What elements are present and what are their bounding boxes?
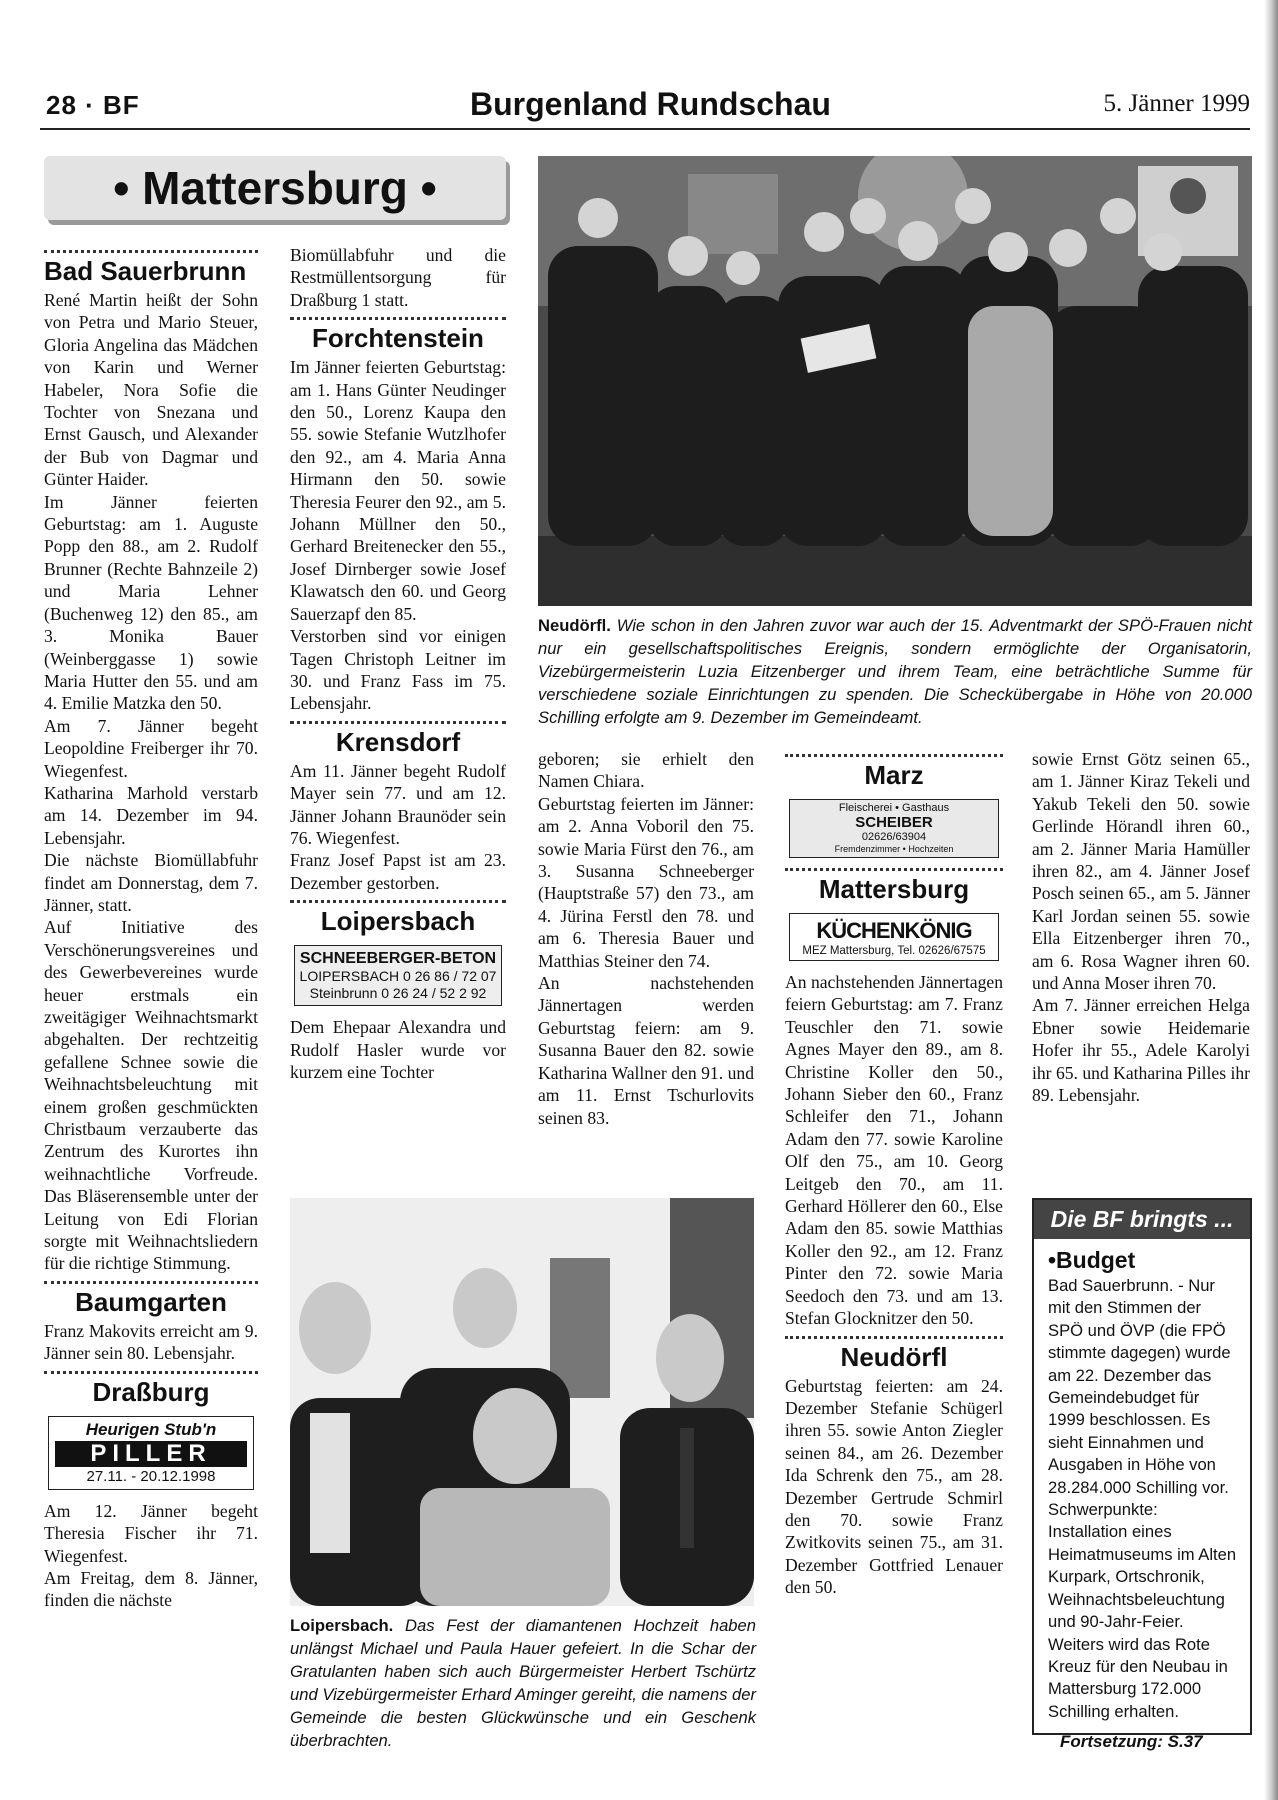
heading-drassburg: Draßburg (92, 1376, 210, 1407)
ad-line: LOIPERSBACH 0 26 86 / 72 07 (299, 968, 497, 985)
divider (290, 317, 506, 320)
caption-place: Neudörfl. (538, 616, 611, 635)
divider (44, 1371, 258, 1374)
heading-mattersburg: Mattersburg (818, 874, 970, 904)
column-4 (785, 748, 1003, 1599)
column-3 (538, 748, 754, 1129)
column-5 (1032, 748, 1250, 1107)
section-banner-label: • Mattersburg • (113, 162, 437, 214)
photo-loipersbach-jubilee (290, 1198, 754, 1606)
heading-neudoerfl: Neudörfl (840, 1341, 948, 1372)
heading-loipersbach: Loipersbach (320, 906, 476, 937)
article-paragraph: geboren; sie erhielt den Namen Chiara. (538, 749, 754, 792)
ad-line: Fleischerei • Gasthaus (838, 802, 950, 814)
ad-line: Heurigen Stub'n (85, 1419, 217, 1439)
photo-neudoerfl-group (538, 156, 1252, 606)
article-paragraph: Biomüllabfuhr und die Restmüllentsorgung für Draßburg 1 statt. (290, 245, 506, 310)
heading-marz: Marz (864, 760, 924, 790)
header-rule (40, 128, 1250, 130)
section-banner (44, 156, 506, 220)
caption-text: Wie schon in den Jahren zuvor war auch der 15. Adventmarkt der SPÖ-Frauen nicht nur ein gesellschaftspolitisches Ereignis, sondern ermöglichte der Organisatorin, Vizebürgermeisterin Luzia Eitzenberger und ihrem Team, eine beträchtliche Summe für verschiedene soziale Einrichtungen zu spenden. Die Scheckübergabe in Höhe von 20.000 Schilling erfolgte am 9. Dezember im Gemeindeamt. (538, 616, 1252, 727)
heading-krensdorf: Krensdorf (335, 726, 461, 757)
divider (290, 900, 506, 903)
heading-baumgarten: Baumgarten (75, 1286, 227, 1317)
heading-forchtenstein: Forchtenstein (312, 323, 484, 354)
article-paragraph: Am 12. Jänner begeht Theresia Fischer ihr 71. Wiegenfest. (44, 1500, 258, 1566)
article-paragraph: Geburtstag feierten im Jänner: am 2. Anna Voboril den 75. sowie Maria Fürst den 76., am 3. Susanna Schneeberger (Hauptstraße 57) den 73., am 4. Jürina Ferstl den 78. und am 6. Theresia Bauer und Matthias Steiner den 74. (538, 793, 754, 971)
article-paragraph: Dem Ehepaar Alexandra und Rudolf Hasler wurde vor kurzem eine Tochter (290, 1017, 506, 1082)
article-paragraph: Geburtstag feierten: am 24. Dezember Stefanie Schügerl ihren 55. sowie Anton Ziegler seinen 84., am 26. Dezember Ida Schrenk den 75., am 28. Dezember Gertrude Schmirl den 70. sowie Franz Zwitkovits seinen 75., am 31. Dezember Gottfried Lenauer den 50. (785, 1375, 1003, 1598)
issue-date: 5. Jänner 1999 (1103, 90, 1250, 117)
article-paragraph: Im Jänner feierten Geburtstag: am 1. Auguste Popp den 88., am 2. Rudolf Brunner (Rechte Bahnzeile 2) und Maria Lehner (Buchenweg 12) den 85., am 3. Monika Bauer (Weinberggasse 1) sowie Maria Hutter den 55. und am 4. Emilie Matzka den 50. (44, 491, 258, 714)
article-paragraph: Franz Makovits erreicht am 9. Jänner sein 80. Lebensjahr. (44, 1320, 258, 1364)
caption-place: Loipersbach. (290, 1616, 394, 1635)
ad-schneeberger-beton (294, 945, 502, 1006)
ad-line: 02626/63904 (861, 831, 927, 843)
article-paragraph: Franz Josef Papst ist am 23. Dezember gestorben. (290, 850, 506, 893)
article-paragraph: Katharina Marhold verstarb am 14. Dezember im 94. Lebensjahr. (44, 782, 258, 848)
article-paragraph: sowie Ernst Götz seinen 65., am 1. Jänner Kiraz Tekeli und Yakub Tekeli den 50. sowie Gerlinde Hörandl ihren 60., am 2. Jänner Maria Hamüller ihren 82., am 4. Jänner Josef Posch seinen 65., am 5. Jänner Karl Jordan seinen 55. sowie Ella Eitzenberger ihren 70., am 6. Rosa Wagner ihren 60. und Anna Moser ihren 70. (1032, 749, 1250, 994)
photo-loipersbach-image (290, 1198, 754, 1606)
heading-bad-sauerbrunn: Bad Sauerbrunn (44, 256, 247, 286)
divider (44, 250, 258, 253)
caption-loipersbach (290, 1614, 756, 1752)
divider (785, 754, 1003, 757)
column-2 (290, 244, 506, 1083)
continued-note: Fortsetzung: S.37 (1060, 1732, 1203, 1751)
divider (44, 1281, 258, 1284)
article-paragraph: An nachstehenden Jännertagen werden Geburtstag feiern: am 9. Susanna Bauer den 82. sowie Katharina Wallner den 91. und am 11. Ernst Tschurlovits seinen 83. (538, 973, 754, 1128)
divider (290, 721, 506, 724)
ad-line: Fremdenzimmer • Hochzeiten (834, 844, 954, 854)
article-paragraph: Am 11. Jänner begeht Rudolf Mayer sein 77. und am 12. Jänner Johann Braunöder sein 76. Wiegenfest. (290, 760, 506, 848)
page-edge (1264, 0, 1278, 1800)
article-paragraph: An nachstehenden Jännertagen feiern Geburtstag: am 7. Franz Teuschler den 71. sowie Agnes Mayer den 89., am 8. Christine Koller den 50., Johann Sieber den 60., Franz Schleifer den 71., Johann Adam den 77. sowie Karoline Olf den 75., am 10. Georg Leitgeb den 70., am 11. Gerhard Höllerer den 60., Else Adam den 85. sowie Matthias Koller den 92., am 12. Franz Pinter den 72. sowie Maria Seedoch den 73. und am 13. Stefan Glocknitzer den 50. (785, 972, 1003, 1329)
divider (785, 1336, 1003, 1339)
ad-line: 27.11. - 20.12.1998 (86, 1467, 216, 1485)
ad-brand: PILLER (55, 1441, 247, 1467)
ad-kuechenkoenig (789, 913, 999, 961)
divider (785, 868, 1003, 871)
ad-brand: SCHNEEBERGER-BETON (299, 950, 497, 968)
article-paragraph: Verstorben sind vor einigen Tagen Christoph Leitner im 30. und Franz Fass im 75. Lebensjahr. (290, 626, 506, 714)
article-paragraph: Im Jänner feierten Geburtstag: am 1. Hans Günter Neudinger den 50., Lorenz Kaupa den 55. sowie Stefanie Wutzlhofer den 92., am 4. Maria Anna Hirmann den 50. sowie Theresia Feurer den 92., am 5. Johann Müllner den 50., Gerhard Breitenecker den 55., Josef Dirnberger sowie Josef Klawatsch den 60. und Georg Sauerzapf den 85. (290, 357, 506, 624)
article-paragraph: Am 7. Jänner begeht Leopoldine Freiberger ihr 70. Wiegenfest. (44, 715, 258, 781)
ad-line: Steinbrunn 0 26 24 / 52 2 92 (309, 985, 487, 1002)
publication-title: Burgenland Rundschau (470, 86, 831, 122)
photo-neudoerfl-image (538, 156, 1252, 606)
bf-bringts-text: Bad Sauerbrunn. - Nur mit den Stimmen der SPÖ und ÖVP (die FPÖ stimmte dagegen) wurde am 22. Dezember das Gemeindebudget für 1999 beschlossen. Es sieht Einnahmen und Ausgaben in Höhe von 28.284.000 Schilling vor. Schwerpunkte: Installation eines Heimatmuseums im Alten Kurpark, Ortschronik, Weihnachtsbeleuchtung und 90-Jahr-Feier. Weiters wird das Rote Kreuz für den Neubau in Mattersburg 172.000 Schilling erhalten. (1048, 1276, 1237, 1721)
ad-line: MEZ Mattersburg, Tel. 02626/67575 (802, 945, 986, 957)
bf-bringts-heading: •Budget (1048, 1247, 1136, 1273)
bf-bringts-box (1032, 1198, 1252, 1735)
article-paragraph: Die nächste Biomüllabfuhr findet am Donnerstag, dem 7. Jänner, statt. (44, 850, 258, 915)
article-paragraph: Am 7. Jänner erreichen Helga Ebner sowie Heidemarie Hofer ihr 55., Adele Karolyi ihr 65. und Katharina Pilles ihr 89. Lebensjahr. (1032, 995, 1250, 1106)
caption-neudoerfl (538, 614, 1252, 729)
article-paragraph: Auf Initiative des Verschönerungsvereines und des Gewerbevereines wurde heuer erstmals ein zweitägiger Weihnachtsmarkt abgehalten. Der rechtzeitig gefallene Schnee sowie die Weihnachtsbeleuchtung mit einem großen geschmückten Christbaum verzauberte das Zentrum des Kurortes ihn weihnachtliche Vorfreude. Das Bläserensemble unter der Leitung von Edi Florian sorgte mit Weihnachtsliedern für die richtige Stimmung. (44, 917, 258, 1274)
ad-brand: SCHEIBER (855, 814, 933, 831)
ad-scheiber (789, 799, 999, 858)
ad-brand: KÜCHENKÖNIG (816, 918, 972, 943)
article-paragraph: Am Freitag, dem 8. Jänner, finden die nächste (44, 1567, 258, 1611)
article-paragraph: René Martin heißt der Sohn von Petra und Mario Steuer, Gloria Angelina das Mädchen von Karin und Werner Habeler, Nora Sofie die Tochter von Snezana und Ernst Gausch, und Alexander der Bub von Dagmar und Günter Haider. (44, 290, 258, 490)
bf-bringts-title: Die BF bringts ... (1034, 1200, 1250, 1239)
caption-text: Das Fest der diamantenen Hochzeit haben unlängst Michael und Paula Hauer gefeiert. In die Schar der Gratulanten haben sich auch Bürgermeister Herbert Tschürtz und Vizebürgermeister Erhard Aminger gereiht, die namens der Gemeinde die besten Glückwünsche und ein Geschenk überbrachten. (290, 1616, 756, 1750)
page-number: 28 · BF (46, 90, 140, 120)
column-1 (44, 244, 258, 1612)
ad-heurigen-piller (48, 1416, 254, 1490)
